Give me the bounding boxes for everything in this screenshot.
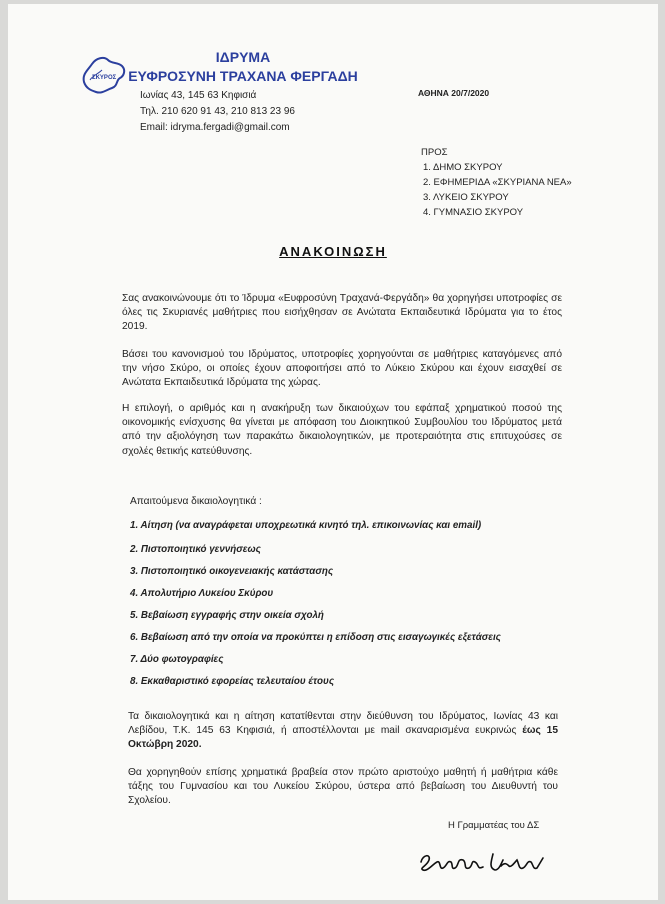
island-logo-icon xyxy=(78,52,130,98)
doc-item: 5. Βεβαίωση εγγραφής στην οικεία σχολή xyxy=(130,610,324,621)
recipient-item: 2. ΕΦΗΜΕΡΙΔΑ «ΣΚΥΡΙΑΝΑ ΝΕΑ» xyxy=(423,177,572,188)
doc-item: 3. Πιστοποιητικό οικογενειακής κατάστασης xyxy=(130,566,334,577)
paragraph-selection: Η επιλογή, ο αριθμός και η ανακήρυξη των δικαιούχων του εφάπαξ χρηματικού ποσού της οικονομικής ενίσχυσης θα γίνεται με απόφαση του Διοικητικού Συμβουλίου του Ιδρύματος μετά από την αξιολόγηση των παρακάτω δικαιολογητικών, με προτεραιότητα στις επιτυχούσες σε σχολές θετικής κατεύθυνσης. xyxy=(122,403,562,457)
submission-text: Τα δικαιολογητικά και η αίτηση κατατίθενται στην διεύθυνση του Ιδρύματος, Ιωνίας 43 και Λεβίδου, Τ.Κ. 145 63 Κηφισιά, ή αποστέλλονται με mail σκαναρισμένα ευκρινώς xyxy=(128,711,558,737)
paragraph-awards: Θα χορηγηθούν επίσης χρηματικά βραβεία στον πρώτο αριστούχο μαθητή ή μαθήτρια κάθε τάξης του Γυμνασίου και του Λυκείου Σκύρου, ύστερα από βεβαίωση του Διευθυντή του Σχολείου. xyxy=(128,767,558,807)
recipient-item: 3. ΛΥΚΕΙΟ ΣΚΥΡΟΥ xyxy=(423,192,509,203)
recipients-label: ΠΡΟΣ xyxy=(421,147,448,158)
paragraph-submission xyxy=(128,710,558,753)
handwritten-signature-icon xyxy=(413,840,563,880)
paragraph-rules: Βάσει του κανονισμού του Ιδρύματος, υποτροφίες χορηγούνται σε μαθήτριες καταγόμενες από την νήσο Σκύρο, οι οποίες έχουν αποφοιτήσει από το Λύκειο Σκύρου και έχουν εισαχθεί σε Ανώτατα Εκπαιδευτικά Ιδρύματα της χώρας. xyxy=(122,349,562,389)
org-title-line2: ΕΥΦΡΟΣΥΝΗ ΤΡΑΧΑΝΑ ΦΕΡΓΑΔΗ xyxy=(128,68,358,84)
recipient-item: 4. ΓΥΜΝΑΣΙΟ ΣΚΥΡΟΥ xyxy=(423,207,524,218)
letter-date: ΑΘΗΝΑ 20/7/2020 xyxy=(418,88,490,98)
org-address: Ιωνίας 43, 145 63 Κηφισιά xyxy=(140,90,257,101)
doc-item: 6. Βεβαίωση από την οποία να προκύπτει η επίδοση στις εισαγωγικές εξετάσεις xyxy=(130,632,501,643)
logo-text: ΣΚΥΡΟΣ xyxy=(92,75,117,81)
recipient-item: 1. ΔΗΜΟ ΣΚΥΡΟΥ xyxy=(423,162,503,173)
doc-item: 7. Δύο φωτογραφίες xyxy=(130,654,224,665)
org-phone: Τηλ. 210 620 91 43, 210 813 23 96 xyxy=(140,106,295,117)
doc-item: 2. Πιστοποιητικό γεννήσεως xyxy=(130,544,261,555)
announcement-title xyxy=(8,244,658,259)
org-title-line1: ΙΔΡΥΜΑ xyxy=(215,49,271,65)
required-docs-title: Απαιτούμενα δικαιολογητικά : xyxy=(130,496,262,507)
doc-item: 8. Εκκαθαριστικό εφορείας τελευταίου έτους xyxy=(130,676,335,687)
announcement-title-text: ΑΝΑΚΟΙΝΩΣΗ xyxy=(279,244,387,259)
doc-item: 1. Αίτηση (να αναγράφεται υποχρεωτικά κινητό τηλ. επικοινωνίας και email) xyxy=(130,520,482,531)
document-page xyxy=(8,4,658,900)
org-email: Email: idryma.fergadi@gmail.com xyxy=(140,122,290,133)
doc-item: 4. Απολυτήριο Λυκείου Σκύρου xyxy=(130,588,274,599)
submission-deadline: έως 15 Οκτώβρη 2020. xyxy=(128,725,558,751)
secretary-label: Η Γραμματέας του ΔΣ xyxy=(448,820,540,831)
paragraph-intro: Σας ανακοινώνουμε ότι το Ίδρυμα «Ευφροσύνη Τραχανά-Φεργάδη» θα χορηγήσει υποτροφίες σε όλες τις Σκυριανές μαθήτριες που εισήχθησαν σε Ανώτατα Εκπαιδευτικά Ιδρύματα για το έτος 2019. xyxy=(122,293,562,333)
